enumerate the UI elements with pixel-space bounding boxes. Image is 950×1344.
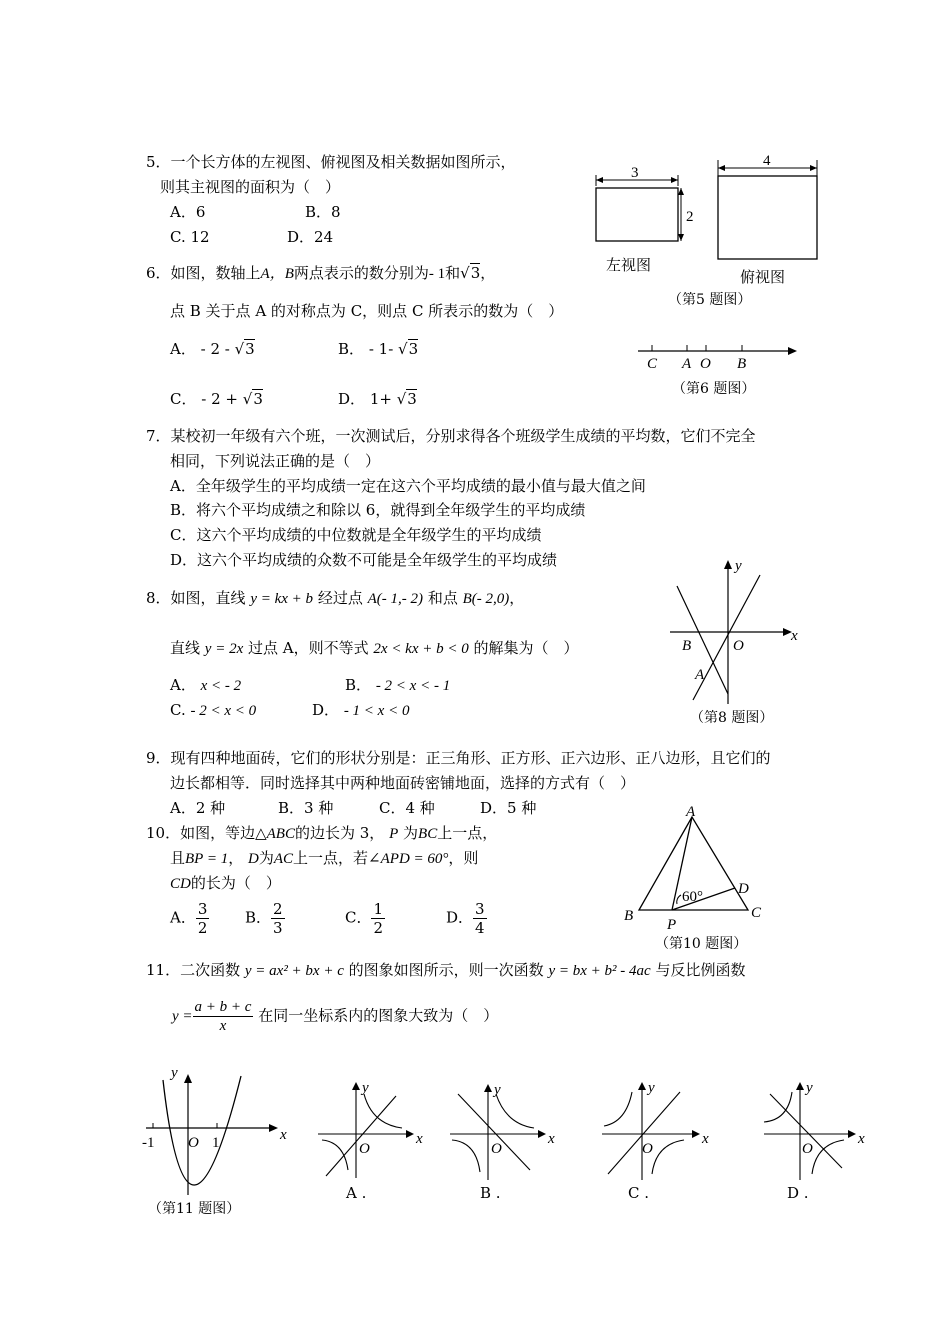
q5-dim-3: 3 [631,165,639,181]
q5-top-view-label: 俯视图 [740,268,786,286]
q11-stem-line2: y = $\frac{a + b + c}{x}$ 在同一坐标系内的图象大致为（ ） [172,999,499,1034]
q6-caption: （第6 题图） [672,381,756,397]
q11-d-o: O [802,1141,813,1157]
q10-stem-line3: CD的长为（ ） [170,874,281,892]
q11-b-x: x [548,1131,555,1147]
q5-option-d: D．24 [287,228,334,246]
q11-main-o: O [188,1135,199,1151]
q8-label-x: x [791,628,798,644]
q11-main-caption: （第11 题图） [148,1201,241,1217]
q8-label-a: A [695,667,705,683]
q10-label-b: B [624,908,634,924]
q11-main-neg1: -1 [142,1135,155,1151]
q8-stem-line1: 8．如图，直线 y = kx + b 经过点 A(- 1,- 2) 和点 B(- 2,0)， [146,589,525,607]
q6-point-c: C [647,356,658,372]
q10-option-c: C． $\frac{1}{2}$ [345,900,384,937]
q11-d-x: x [858,1131,865,1147]
q11-a-x: x [416,1131,423,1147]
q11-a-o: O [359,1141,370,1157]
q8-option-b: B． - 2 < x < - 1 [345,676,451,694]
q11-a-y: y [362,1080,369,1096]
q10-label-a: A [686,804,696,820]
q9-stem-line1: 9．现有四种地面砖，它们的形状分别是：正三角形、正方形、正六边形、正八边形，且它们的 [146,749,771,767]
q5-option-a: A．6 [170,203,206,221]
q10-label-angle: 60° [682,889,703,905]
q8-caption: （第8 题图） [690,710,774,726]
q5-option-c: C. 12 [170,228,210,246]
q11-main-y: y [171,1065,178,1081]
q6-point-o: O [700,356,711,372]
q8-label-b: B [682,638,692,654]
q7-option-b: B．将六个平均成绩之和除以 6，就得到全年级学生的平均成绩 [170,501,586,519]
q5-left-view-label: 左视图 [606,256,652,274]
q11-option-b-label: B . [480,1184,501,1202]
q10-label-p: P [667,917,677,933]
q7-option-c: C．这六个平均成绩的中位数就是全年级学生的平均成绩 [170,526,542,544]
q11-main-x: x [280,1127,287,1143]
q5-caption: （第5 题图） [668,292,752,308]
q6-option-d: D． 1+ √3 [338,390,417,408]
q7-option-a: A．全年级学生的平均成绩一定在这六个平均成绩的最小值与最大值之间 [170,477,646,495]
q10-label-d: D [738,881,749,897]
q11-d-y: y [806,1080,813,1096]
q11-option-c-label: C . [628,1184,650,1202]
q10-stem-line1: 10．如图，等边△ABC的边长为 3， P 为BC上一点， [146,824,498,842]
q11-b-o: O [491,1141,502,1157]
q9-option-d: D．5 种 [480,799,537,817]
q10-option-a: A． $\frac{3}{2}$ [170,900,208,937]
q9-option-b: B．3 种 [278,799,334,817]
q8-label-o: O [733,638,744,654]
q10-option-d: D． $\frac{3}{4}$ [446,900,485,937]
q11-b-y: y [494,1082,501,1098]
q7-stem-line1: 7．某校初一年级有六个班，一次测试后，分别求得各个班级学生成绩的平均数，它们不完全 [146,427,756,445]
q11-c-o: O [642,1141,653,1157]
q11-main-1: 1 [212,1135,220,1151]
q8-option-c: C. - 2 < x < 0 [170,701,257,719]
q6-option-b: B． - 1- √3 [338,340,419,358]
q5-dim-4: 4 [763,153,771,169]
q7-stem-line2: 相同，下列说法正确的是（ ） [170,452,381,470]
q8-label-y: y [735,558,742,574]
q11-stem-line1: 11．二次函数 y = ax² + bx + c 的图象如图所示，则一次函数 y = bx + b² - 4ac 与反比例函数 [146,961,746,979]
q11-c-x: x [702,1131,709,1147]
q10-caption: （第10 题图） [655,936,748,952]
q9-stem-line2: 边长都相等．同时选择其中两种地面砖密铺地面，选择的方式有（ ） [170,774,636,792]
q6-point-a: A [682,356,692,372]
q10-stem-line2: 且BP = 1， D为AC上一点，若∠APD = 60°，则 [170,849,479,867]
q8-stem-line2: 直线 y = 2x 过点 A，则不等式 2x < kx + b < 0 的解集为（ ） [170,639,579,657]
q8-option-d: D． - 1 < x < 0 [312,701,410,719]
q8-option-a: A． x < - 2 [170,676,242,694]
q9-option-c: C．4 种 [379,799,435,817]
q11-option-a-label: A . [346,1184,367,1202]
q5-stem-line2: 则其主视图的面积为（ ） [160,178,341,196]
q6-option-c: C． - 2 + √3 [170,390,263,408]
q6-stem-line1: 6．如图，数轴上A，B两点表示的数分别为- 1和√3， [146,264,496,282]
q11-c-y: y [648,1080,655,1096]
q9-option-a: A．2 种 [170,799,226,817]
q5-option-b: B．8 [305,203,341,221]
q10-label-c: C [751,905,762,921]
q6-option-a: A． - 2 - √3 [170,340,255,358]
q10-option-b: B． $\frac{2}{3}$ [245,900,283,937]
q6-stem-line2: 点 B 关于点 A 的对称点为 C，则点 C 所表示的数为（ ） [170,302,564,320]
q7-option-d: D．这六个平均成绩的众数不可能是全年级学生的平均成绩 [170,551,558,569]
q5-dim-2: 2 [686,209,694,225]
q11-option-d-label: D . [787,1184,809,1202]
q5-stem-line1: 5．一个长方体的左视图、俯视图及相关数据如图所示， [146,153,516,171]
q6-point-b: B [737,356,747,372]
